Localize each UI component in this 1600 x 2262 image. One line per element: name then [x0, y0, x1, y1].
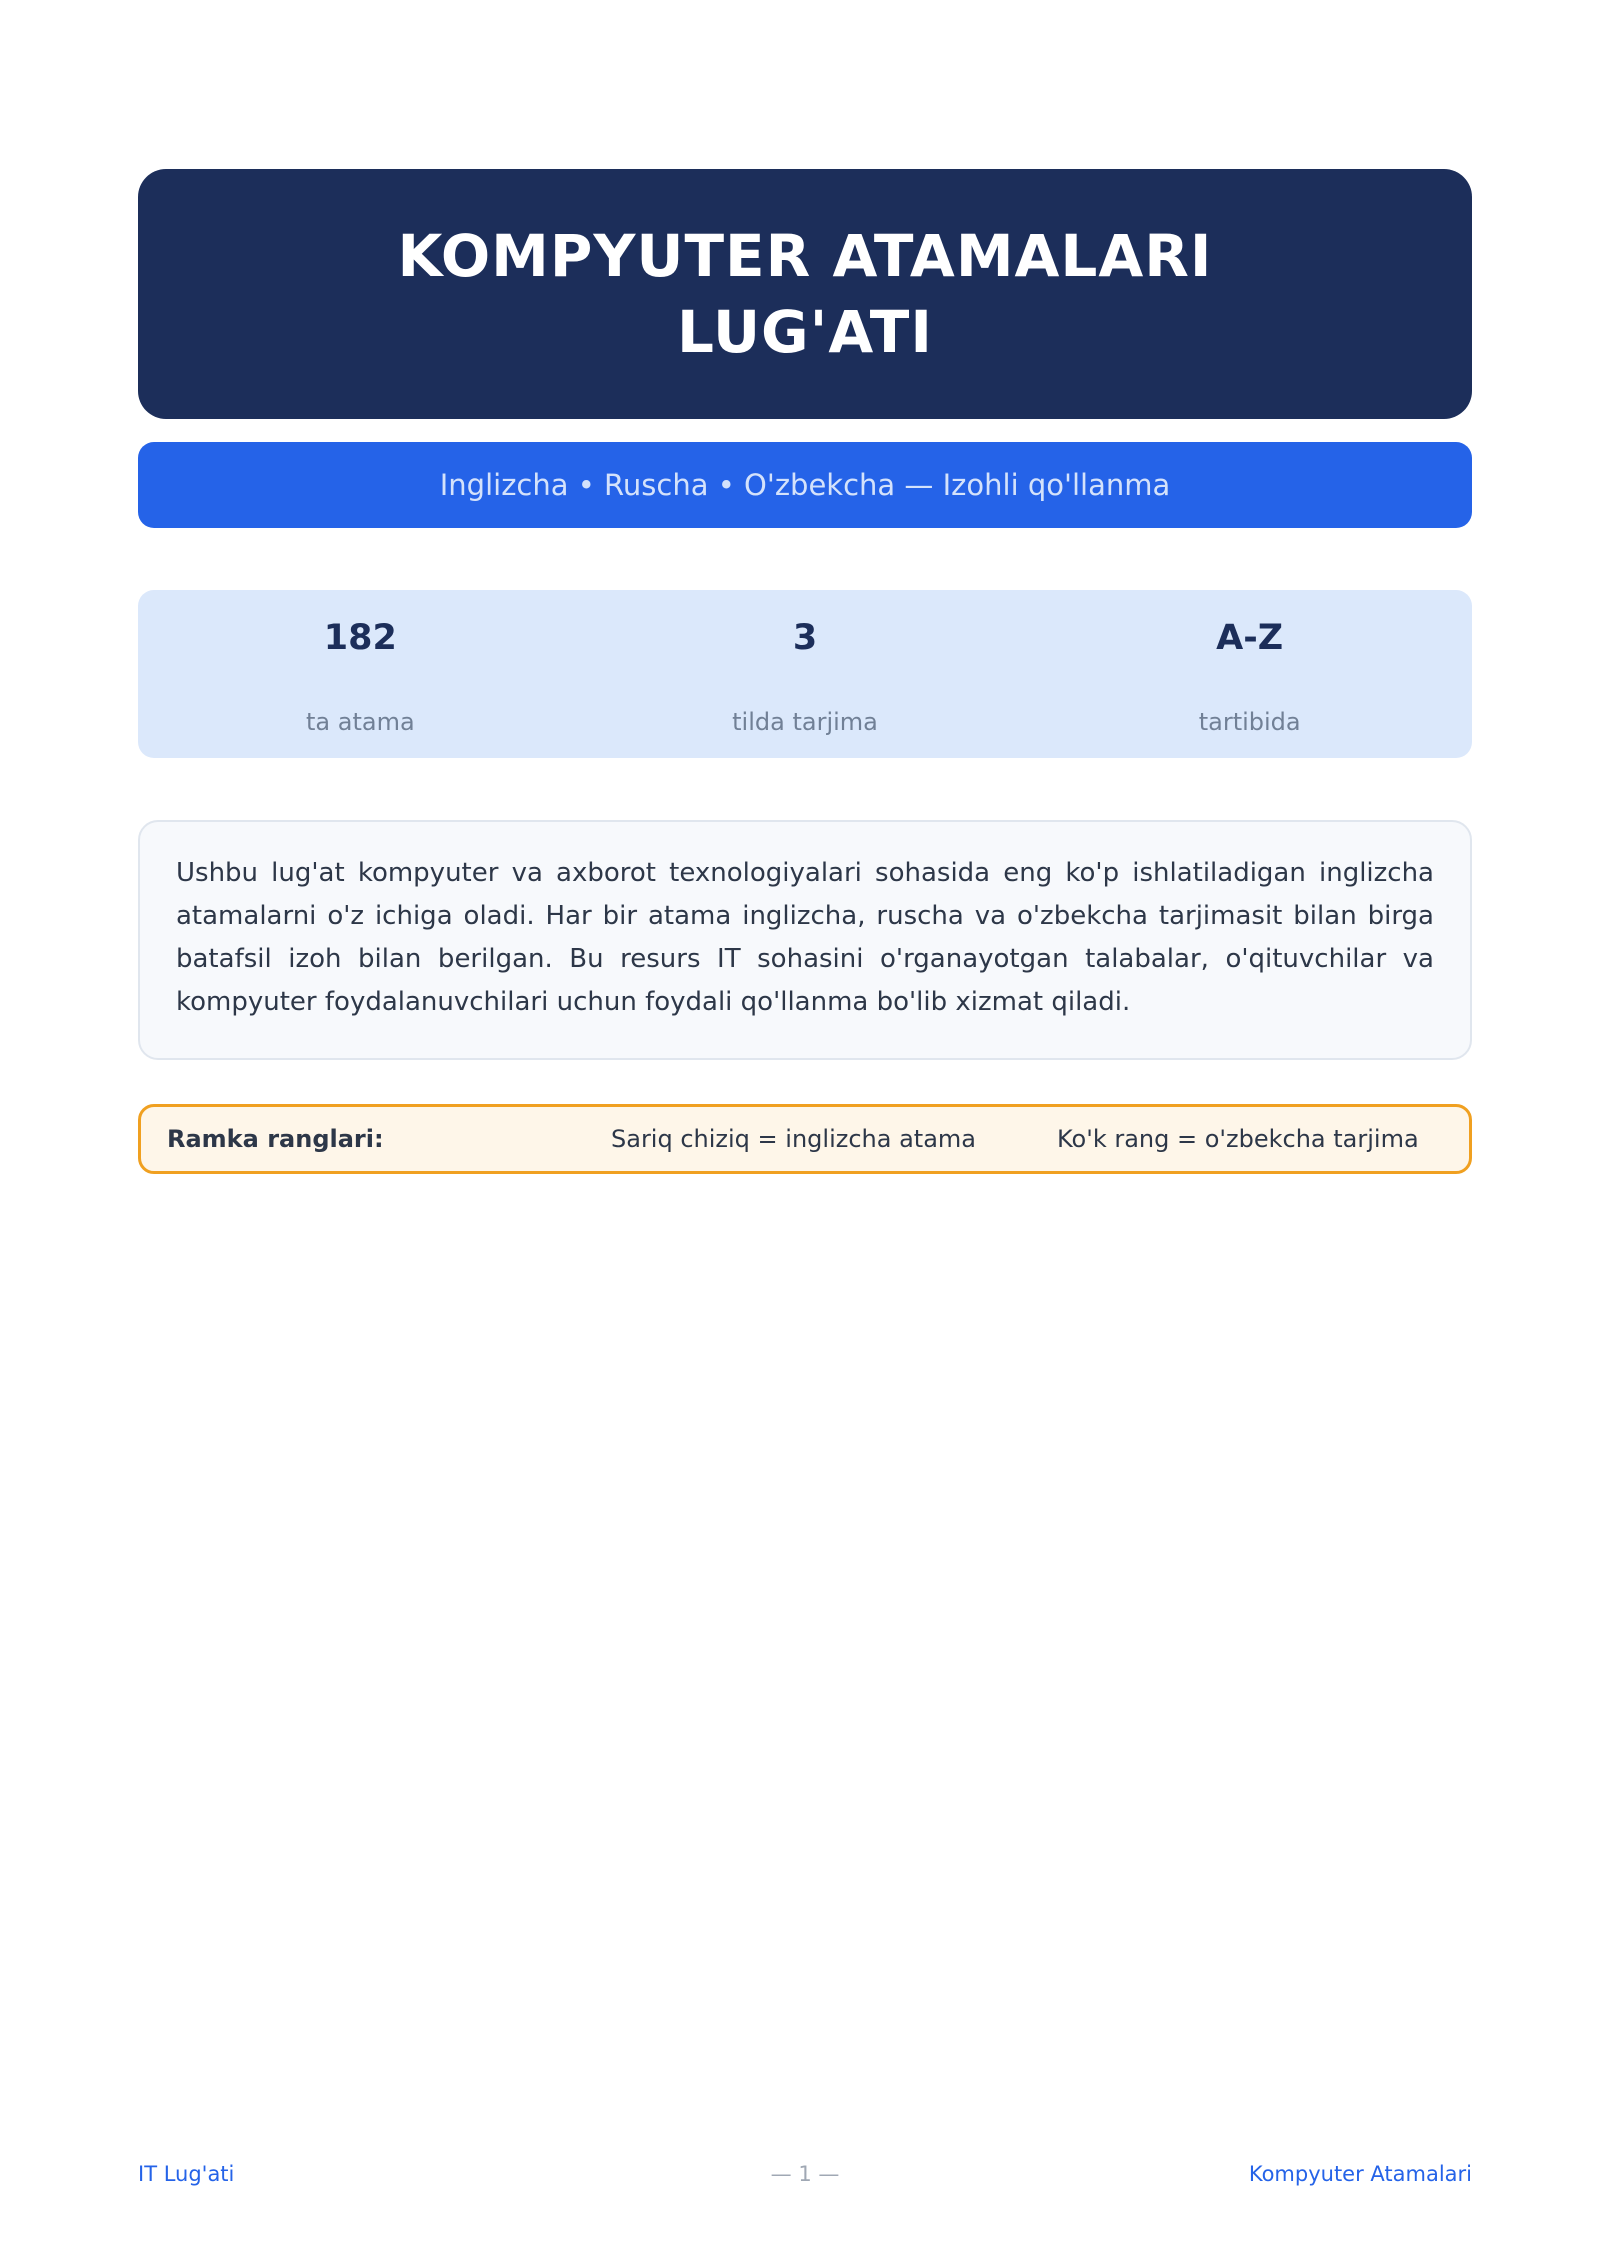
document-subtitle: Inglizcha • Ruscha • O'zbekcha — Izohli qo'llanma	[439, 468, 1171, 502]
stat-order	[1027, 590, 1472, 758]
stat-label: tartibida	[1198, 708, 1301, 736]
stat-value: A-Z	[1216, 618, 1284, 658]
title-banner	[138, 169, 1472, 419]
intro-text: Ushbu lug'at kompyuter va axborot texnologiyalari sohasida eng ko'p ishlatiladigan inglizcha atamalarni o'z ichiga oladi. Har bir atama inglizcha, ruscha va o'zbekcha tarjimasit bilan birga batafsil izoh bilan berilgan. Bu resurs IT sohasini o'rganayotgan talabalar, o'qituvchilar va kompyuter foydalanuvchilari uchun foydali qo'llanma bo'lib xizmat qiladi.	[176, 858, 1434, 1017]
stat-languages	[583, 590, 1028, 758]
stats-panel	[138, 590, 1472, 758]
footer-left-text: IT Lug'ati	[138, 2162, 235, 2186]
stat-terms	[138, 590, 583, 758]
legend-item-blue: Ko'k rang = o'zbekcha tarjima	[1057, 1125, 1419, 1153]
legend-item-yellow: Sariq chiziq = inglizcha atama	[611, 1125, 976, 1153]
footer-right-text: Kompyuter Atamalari	[1248, 2162, 1472, 2186]
color-legend	[138, 1104, 1472, 1174]
page-number: — 1 —	[770, 2162, 840, 2186]
page-content	[138, 169, 1472, 1174]
stat-value: 182	[323, 618, 397, 658]
document-title: KOMPYUTER ATAMALARI LUG'ATI	[397, 222, 1213, 366]
subtitle-banner	[138, 442, 1472, 528]
legend-title: Ramka ranglari:	[167, 1125, 384, 1153]
stat-label: ta atama	[306, 708, 415, 736]
intro-box	[138, 820, 1472, 1060]
page-footer	[138, 2162, 1472, 2192]
stat-label: tilda tarjima	[732, 708, 878, 736]
stat-value: 3	[792, 618, 818, 658]
